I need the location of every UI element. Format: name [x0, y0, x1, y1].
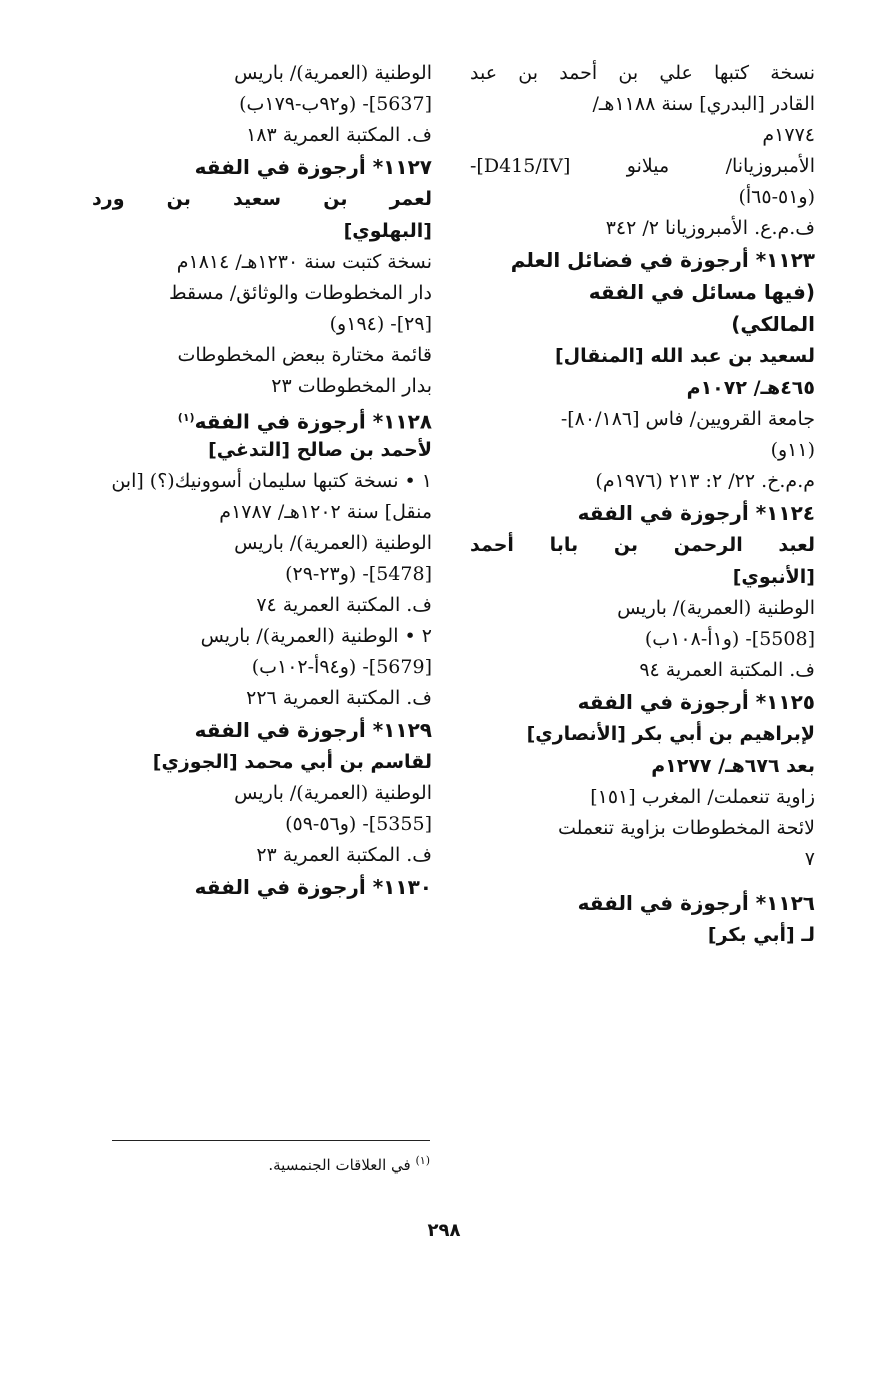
- text-line: (و٥١-٦٥أ): [738, 186, 815, 208]
- entry-author: لـ [أبي بكر]: [707, 924, 815, 946]
- entry-heading-1130: ١١٣٠* أرجوزة في الفقه: [194, 875, 432, 899]
- text-line: ف. المكتبة العمرية ١٨٣: [246, 124, 432, 146]
- entry-author: لعبد الرحمن بن بابا أحمد: [470, 534, 815, 556]
- entry-heading-cont: المالكي): [731, 312, 815, 336]
- page-number: ٢٩٨: [427, 1220, 461, 1241]
- text-line: [5508]- (و١أ-١٠٨ب): [644, 628, 815, 650]
- text-line: ف. المكتبة العمرية ٢٢٦: [246, 687, 432, 709]
- text-line: ف. المكتبة العمرية ٩٤: [639, 659, 815, 681]
- text-line: ف. المكتبة العمرية ٢٣: [256, 844, 432, 866]
- entry-author: لقاسم بن أبي محمد [الجوزي]: [152, 751, 432, 773]
- left-column: [92, 58, 432, 903]
- text-line: ١٧٧٤م: [762, 124, 815, 146]
- entry-date: بعد ٦٧٦هـ/ ١٢٧٧م: [651, 755, 815, 777]
- text-line: [5637]- (و٩٢ب-١٧٩ب): [239, 93, 432, 115]
- text-line: الوطنية (العمرية)/ باريس: [234, 782, 432, 804]
- text-line: الوطنية (العمرية)/ باريس: [234, 62, 432, 84]
- footnote-divider: [112, 1140, 430, 1141]
- text-line: ٢ • الوطنية (العمرية)/ باريس: [200, 625, 432, 647]
- entry-heading-1123: ١١٢٣* أرجوزة في فضائل العلم: [510, 248, 815, 272]
- entry-heading-1126: ١١٢٦* أرجوزة في الفقه: [577, 891, 815, 915]
- footnote: [112, 1150, 430, 1176]
- entry-author: لعمر بن سعيد بن ورد: [92, 188, 432, 210]
- text-line: [5355]- (و٥٦-٥٩): [285, 813, 432, 835]
- text-line: دار المخطوطات والوثائق/ مسقط: [169, 282, 432, 304]
- text-line: لائحة المخطوطات بزاوية تنعملت: [557, 817, 815, 839]
- entry-heading-cont: (فيها مسائل في الفقه: [588, 280, 815, 304]
- entry-heading-text: ١١٢٨* أرجوزة في الفقه: [194, 409, 432, 434]
- entry-date: ٤٦٥هـ/ ١٠٧٢م: [686, 377, 815, 399]
- entry-author-cont: [البهلوي]: [343, 220, 432, 242]
- text-line: جامعة القرويين/ فاس [٨٠/١٨٦]-: [560, 408, 815, 430]
- entry-heading-1125: ١١٢٥* أرجوزة في الفقه: [577, 690, 815, 714]
- text-line: القادر [البدري] سنة ١١٨٨هـ/: [592, 93, 815, 115]
- text-line: (١١و): [770, 439, 815, 461]
- text-line: م.م.خ. ٢٢/ ٢: ٢١٣ (١٩٧٦م): [595, 470, 815, 492]
- footnote-marker: (١): [177, 411, 195, 424]
- entry-heading-1128: [92, 402, 432, 434]
- entry-author: لسعيد بن عبد الله [المنقال]: [554, 345, 815, 367]
- text-line: زاوية تنعملت/ المغرب [١٥١]: [590, 786, 815, 808]
- text-line: الأمبروزيانا/ ميلانو [D415/IV]-: [470, 155, 815, 177]
- footnote-marker: (١): [415, 1154, 430, 1167]
- text-line: ف.م.ع. الأمبروزيانا ٢/ ٣٤٢: [605, 217, 815, 239]
- text-line: ف. المكتبة العمرية ٧٤: [256, 594, 432, 616]
- entry-heading-1124: ١١٢٤* أرجوزة في الفقه: [577, 501, 815, 525]
- text-line: منقل] سنة ١٢٠٢هـ/ ١٧٨٧م: [219, 501, 432, 523]
- entry-author: لأحمد بن صالح [التدغي]: [208, 439, 432, 461]
- text-line: بدار المخطوطات ٢٣: [271, 375, 432, 397]
- text-line: الوطنية (العمرية)/ باريس: [617, 597, 815, 619]
- text-line: قائمة مختارة ببعض المخطوطات: [177, 344, 432, 366]
- entry-author: لإبراهيم بن أبي بكر [الأنصاري]: [526, 723, 815, 745]
- entry-heading-1129: ١١٢٩* أرجوزة في الفقه: [194, 718, 432, 742]
- text-line: الوطنية (العمرية)/ باريس: [234, 532, 432, 554]
- footnote-text: في العلاقات الجنمسية.: [268, 1156, 411, 1174]
- text-line: [5679]- (و٩٤أ-١٠٢ب): [251, 656, 432, 678]
- text-line: ١ • نسخة كتبها سليمان أسوونيك(؟) [ابن: [111, 470, 432, 492]
- text-line: ٧: [804, 848, 815, 870]
- text-line: [٢٩]- (١٩٤و): [329, 313, 432, 335]
- text-line: نسخة كتبت سنة ١٢٣٠هـ/ ١٨١٤م: [176, 251, 432, 273]
- text-line: [5478]- (و٢٣-٢٩): [285, 563, 432, 585]
- right-column: [470, 58, 815, 951]
- entry-heading-1127: ١١٢٧* أرجوزة في الفقه: [194, 155, 432, 179]
- text-line: نسخة كتبها علي بن أحمد بن عبد: [470, 62, 815, 84]
- entry-author-cont: [الأنبوي]: [732, 566, 815, 588]
